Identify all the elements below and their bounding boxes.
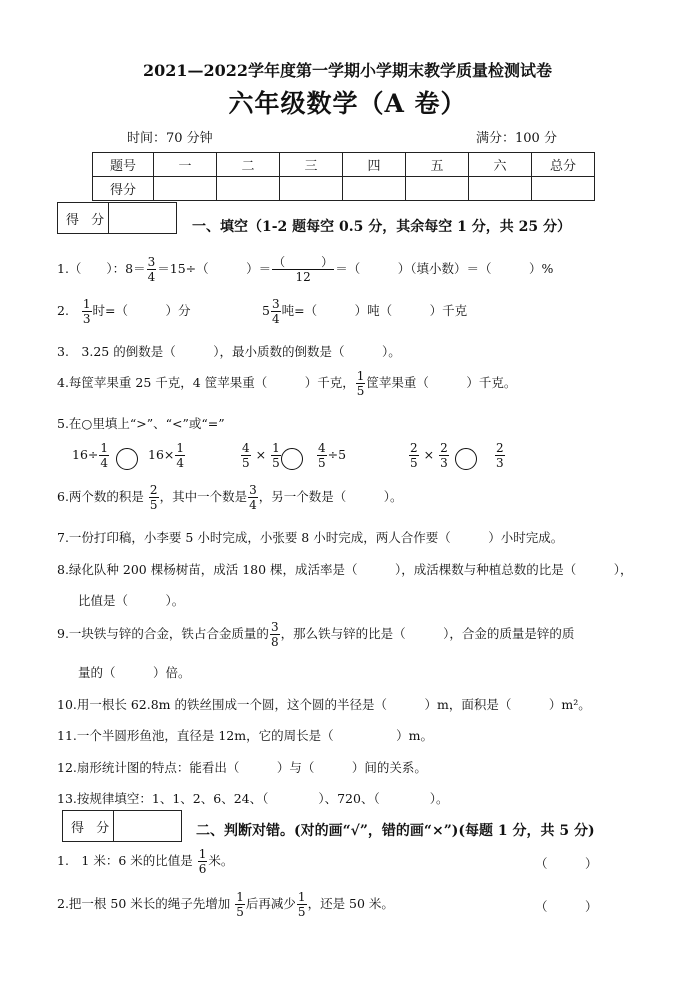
score-table-cell: 三	[280, 153, 343, 177]
score-table-header-row	[93, 153, 595, 177]
numerator: 1	[272, 441, 280, 455]
compare-circle[interactable]	[281, 448, 303, 470]
denominator: 5	[297, 905, 306, 919]
numerator: 2	[149, 483, 158, 497]
q4-text: 筐苹果重（ ）千克。	[366, 375, 517, 390]
fraction	[356, 370, 366, 397]
compare-right-2	[316, 442, 346, 469]
fraction	[409, 442, 419, 469]
q1-text: 1.（ ）：8＝	[57, 261, 146, 276]
numerator: 2	[496, 441, 504, 455]
exam-subtitle: 六年级数学（A 卷）	[228, 89, 467, 118]
exam-title: 2021—2022学年度第一学期小学期末教学质量检测试卷	[142, 61, 553, 80]
fraction	[99, 442, 109, 469]
q9-text: 9.一块铁与锌的合金，铁占合金质量的	[57, 626, 269, 641]
exam-time: 时间：70 分钟	[127, 131, 213, 146]
compare-right-1	[148, 442, 186, 469]
numerator: 1	[100, 441, 109, 455]
fraction	[271, 442, 281, 469]
question-2-part-b	[262, 298, 467, 325]
judge-text: 1. 1 米：6 米的比值是	[57, 853, 193, 868]
question-6	[57, 484, 402, 511]
score-box-label: 得 分	[71, 821, 114, 836]
compare-left-3	[408, 442, 450, 469]
score-entry-cell[interactable]	[343, 177, 406, 201]
exam-fullmark: 满分：100 分	[476, 131, 557, 146]
fraction	[149, 484, 159, 511]
score-entry-cell[interactable]	[217, 177, 280, 201]
numerator: 4	[318, 441, 326, 455]
judge-question-1	[57, 848, 233, 875]
denominator: 8	[270, 635, 279, 649]
score-entry-cell[interactable]	[280, 177, 343, 201]
compare-text: ÷5	[327, 447, 347, 462]
score-table-cell: 五	[406, 153, 469, 177]
question-9	[57, 621, 574, 648]
numerator: 3	[249, 483, 257, 497]
denominator: 5	[356, 384, 365, 398]
section2-heading: 二、判断对错。(对的画“√”，错的画“×”)(每题 1 分，共 5 分)	[196, 823, 595, 839]
score-entry-cell[interactable]	[532, 177, 595, 201]
operator: ×	[255, 447, 267, 462]
operator: ×	[423, 447, 435, 462]
score-box-divider	[108, 203, 109, 233]
fraction	[147, 256, 157, 283]
question-3: 3. 3.25 的倒数是（ ），最小质数的倒数是（ ）。	[57, 344, 401, 359]
denominator: 4	[100, 456, 109, 470]
fraction	[317, 442, 327, 469]
judge-text: ，还是 50 米。	[307, 896, 394, 911]
q2-text: 时=（ ）分	[92, 303, 191, 318]
fraction	[271, 298, 281, 325]
score-table-cell: 得分	[93, 177, 154, 201]
numerator: 3	[271, 297, 280, 311]
judge-text: 后再减少	[245, 896, 296, 911]
question-11: 11.一个半圆形鱼池，直径是 12m，它的周长是（ ）m。	[57, 728, 433, 743]
q6-text: ，另一个数是（ ）。	[258, 489, 403, 504]
denominator: 6	[198, 862, 207, 876]
question-10: 10.用一根长 62.8m 的铁丝围成一个圆，这个圆的半径是（ ）m，面积是（ ）m²。	[57, 697, 591, 712]
q1-text: ＝（ ）（填小数）＝（ ）%	[335, 261, 554, 276]
question-13: 13.按规律填空：1、1、2、6、24、（ ）、720、（ ）。	[57, 791, 449, 806]
score-box-divider	[113, 811, 114, 841]
q6-text: 6.两个数的积是	[57, 489, 144, 504]
question-1	[57, 256, 553, 283]
compare-left-1	[72, 442, 110, 469]
score-table-score-row	[93, 177, 595, 201]
numerator: 1	[236, 890, 244, 904]
question-8: 8.绿化队种 200 棵杨树苗，成活 180 棵，成活率是（ ），成活棵数与种植总数的比是（ ），	[57, 562, 633, 577]
question-8-cont: 比值是（ ）。	[78, 593, 185, 608]
judge-text: 米。	[208, 853, 234, 868]
score-table-cell: 六	[469, 153, 532, 177]
compare-left-2	[240, 442, 282, 469]
question-2	[57, 298, 190, 325]
question-7: 7.一份打印稿，小李要 5 小时完成，小张要 8 小时完成，两人合作要（ ）小时完成。	[57, 530, 564, 545]
score-entry-cell[interactable]	[469, 177, 532, 201]
denominator: 4	[176, 456, 185, 470]
answer-paren[interactable]: （ ）	[535, 856, 598, 871]
compare-circle[interactable]	[455, 448, 477, 470]
q2-text: 吨=（ ）吨（ ）千克	[281, 303, 468, 318]
numerator: 2	[410, 441, 418, 455]
numerator: 1	[297, 890, 306, 904]
compare-right-3	[494, 442, 506, 469]
numerator: 1	[356, 369, 365, 383]
compare-text: 16÷	[72, 447, 99, 462]
section1-heading: 一、填空（1-2 题每空 0.5 分，其余每空 1 分，共 25 分）	[192, 219, 571, 235]
score-entry-cell[interactable]	[154, 177, 217, 201]
denominator: 4	[271, 312, 280, 326]
numerator: 2	[440, 441, 448, 455]
q2-text: 5	[262, 303, 270, 318]
score-table-cell: 总分	[532, 153, 595, 177]
denominator: 3	[82, 312, 91, 326]
judge-question-2	[57, 891, 394, 918]
compare-circle[interactable]	[116, 448, 138, 470]
denominator: 5	[242, 456, 250, 470]
numerator: 4	[242, 441, 250, 455]
section1-score-box	[57, 202, 177, 234]
score-entry-cell[interactable]	[406, 177, 469, 201]
fraction	[272, 256, 334, 283]
fraction	[82, 298, 92, 325]
numerator: 1	[176, 441, 185, 455]
numerator: 3	[147, 255, 156, 269]
denominator: 4	[249, 498, 257, 512]
denominator: 3	[496, 456, 504, 470]
denominator: 5	[236, 905, 244, 919]
question-12: 12.扇形统计图的特点：能看出（ ）与（ ）间的关系。	[57, 760, 427, 775]
fraction	[297, 891, 307, 918]
denominator: 5	[318, 456, 326, 470]
score-box-label: 得 分	[66, 213, 109, 228]
numerator: （ ）	[273, 255, 334, 269]
compare-text: 16×	[148, 447, 175, 462]
denominator: 3	[440, 456, 448, 470]
q2-text: 2.	[57, 303, 69, 318]
q4-text: 4.每筐苹果重 25 千克，4 筐苹果重（ ）千克，	[57, 375, 355, 390]
question-4	[57, 370, 516, 397]
fraction	[248, 484, 258, 511]
score-table-cell: 题号	[93, 153, 154, 177]
q9-text: ，那么铁与锌的比是（ ），合金的质量是锌的质	[280, 626, 575, 641]
fraction	[235, 891, 245, 918]
judge-text: 2.把一根 50 米长的绳子先增加	[57, 896, 231, 911]
score-table	[92, 152, 595, 201]
fraction	[175, 442, 185, 469]
fraction	[439, 442, 449, 469]
q1-text: ＝15÷（ ）＝	[157, 261, 272, 276]
score-table-cell: 一	[154, 153, 217, 177]
score-table-cell: 二	[217, 153, 280, 177]
fraction	[241, 442, 251, 469]
denominator: 5	[149, 498, 158, 512]
question-5: 5.在○里填上“>”、“<”或“=”	[57, 416, 225, 431]
score-table-cell: 四	[343, 153, 406, 177]
denominator: 5	[272, 456, 280, 470]
section2-score-box	[62, 810, 182, 842]
fraction	[495, 442, 505, 469]
numerator: 1	[198, 847, 207, 861]
fraction	[270, 621, 280, 648]
numerator: 3	[270, 620, 279, 634]
denominator: 5	[410, 456, 418, 470]
fraction	[198, 848, 208, 875]
numerator: 1	[82, 297, 91, 311]
question-9-cont: 量的（ ）倍。	[78, 665, 191, 680]
denominator: 4	[147, 270, 156, 284]
q6-text: ，其中一个数是	[159, 489, 248, 504]
denominator: 12	[295, 270, 311, 284]
answer-paren[interactable]: （ ）	[535, 899, 598, 914]
